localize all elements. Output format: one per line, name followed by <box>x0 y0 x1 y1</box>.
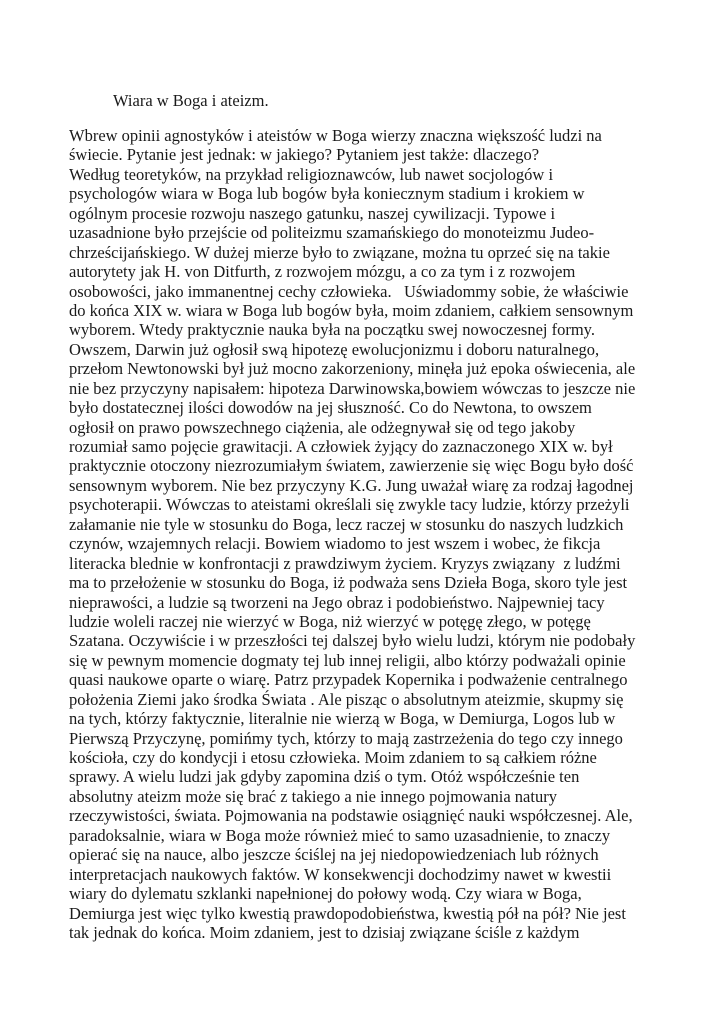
text-line: uzasadnione było przejście od politeizmu szamańskiego do monoteizmu Judeo- <box>69 223 595 243</box>
text-line: Wbrew opinii agnostyków i ateistów w Boga wierzy znaczna większość ludzi na <box>69 126 602 145</box>
text-line: absolutny ateizm może się brać z takiego a nie innego pojmowania natury <box>69 786 557 806</box>
text-line: Pierwszą Przyczynę, pomińmy tych, którzy to mają zastrzeżenia do tego czy innego <box>69 728 623 748</box>
text-line: do końca XIX w. wiara w Boga lub bogów była, moim zdaniem, całkiem sensownym <box>69 300 634 320</box>
text-line: Szatana. Oczywiście i w przeszłości tej dalszej było wielu ludzi, którym nie podobały <box>69 631 636 651</box>
text-line: tak jednak do końca. Moim zdaniem, jest to dzisiaj związane ściśle z każdym <box>69 922 580 942</box>
text-line: praktycznie otoczony niezrozumiałym światem, zawierzenie się więc Bogu było dość <box>69 456 634 476</box>
text-line: wyborem. Wtedy praktycznie nauka była na początku swej nowoczesnej formy. <box>69 320 595 340</box>
text-line: Demiurga jest więc tylko kwestią prawdopodobieństwa, kwestią pół na pół? Nie jest <box>69 903 626 923</box>
text-line: się w pewnym momencie dogmaty tej lub innej religii, albo którzy podważali opinie <box>69 650 626 670</box>
text-line: Owszem, Darwin już ogłosił swą hipotezę ewolucjonizmu i doboru naturalnego, <box>69 339 600 359</box>
text-line: paradoksalnie, wiara w Boga może również mieć to samo uzasadnienie, to znaczy <box>69 825 611 845</box>
document-title: Wiara w Boga i ateizm. <box>113 91 269 110</box>
text-line: świecie. Pytanie jest jednak: w jakiego? Pytaniem jest także: dlaczego? <box>69 145 540 165</box>
text-line: Według teoretyków, na przykład religioznawców, lub nawet socjologów i <box>69 164 554 184</box>
text-line: załamanie nie tyle w stosunku do Boga, lecz raczej w stosunku do naszych ludzkich <box>69 514 624 534</box>
text-line: ludzie woleli raczej nie wierzyć w Boga, niż wierzyć w potęgę złego, w potęgę <box>69 611 591 631</box>
text-line: rozumiał samo pojęcie grawitacji. A człowiek żyjący do zaznaczonego XIX w. był <box>69 437 613 456</box>
text-line: psychoterapii. Wówczas to ateistami określali się zwykle tacy ludzie, którzy przeżyli <box>69 495 630 515</box>
text-line: nieprawości, a ludzie są tworzeni na Jego obraz i podobieństwo. Najpewniej tacy <box>69 592 605 612</box>
text-line: rzeczywistości, świata. Pojmowania na podstawie osiągnięć nauki współczesnej. Ale, <box>69 806 633 826</box>
text-line: przełom Newtonowski był już mocno zakorzeniony, minęła już epoka oświecenia, ale <box>69 359 636 379</box>
text-line: osobowości, jako immanentnej cechy człowieka. Uświadommy sobie, że właściwie <box>69 281 629 301</box>
text-line: czynów, wzajemnych relacji. Bowiem wiadomo to jest wszem i wobec, że fikcja <box>69 534 601 554</box>
document-body <box>69 126 709 942</box>
text-line: interpretacjach naukowych faktów. W konsekwencji dochodzimy nawet w kwestii <box>69 864 612 884</box>
text-line: sprawy. A wielu ludzi jak gdyby zapomina dziś o tym. Otóż współcześnie ten <box>69 767 580 787</box>
text-line: ma to przełożenie w stosunku do Boga, iż podważa sens Dzieła Boga, skoro tyle jest <box>69 573 628 593</box>
text-line: psychologów wiara w Boga lub bogów była koniecznym stadium i krokiem w <box>69 184 585 204</box>
text-line: ogłosił on prawo powszechnego ciążenia, ale odżegnywał się od tego jakoby <box>69 417 576 437</box>
text-line: było dostatecznej ilości dowodów na jej słuszność. Co do Newtona, to owszem <box>69 398 592 418</box>
text-line: quasi naukowe oparte o wiarę. Patrz przypadek Kopernika i podważenie centralnego <box>69 670 628 690</box>
text-line: nie bez przyczyny napisałem: hipoteza Darwinowska,bowiem wówczas to jeszcze nie <box>69 378 636 398</box>
text-line: chrześcijańskiego. W dużej mierze było to związane, można tu oprzeć się na takie <box>69 242 610 262</box>
text-line: ogólnym procesie rozwoju naszego gatunku, naszej cywilizacji. Typowe i <box>69 203 556 223</box>
text-line: sensownym wyborem. Nie bez przyczyny K.G. Jung uważał wiarę za rodzaj łagodnej <box>69 475 634 495</box>
text-line: literacka blednie w konfrontacji z prawdziwym życiem. Kryzys związany z ludźmi <box>69 553 621 573</box>
text-line: opierać się na nauce, albo jeszcze ściślej na jej niedopowiedzeniach lub różnych <box>69 845 599 865</box>
text-line: wiary do dylematu szklanki napełnionej do połowy wodą. Czy wiara w Boga, <box>69 884 582 904</box>
text-line: na tych, którzy faktycznie, literalnie nie wierzą w Boga, w Demiurga, Logos lub w <box>69 709 616 729</box>
text-line: kościoła, czy do kondycji i etosu człowieka. Moim zdaniem to są całkiem różne <box>69 748 597 767</box>
text-line: położenia Ziemi jako środka Świata . Ale pisząc o absolutnym ateizmie, skupmy się <box>69 689 624 709</box>
text-line: autorytety jak H. von Ditfurth, z rozwojem mózgu, a co za tym i z rozwojem <box>69 262 576 282</box>
